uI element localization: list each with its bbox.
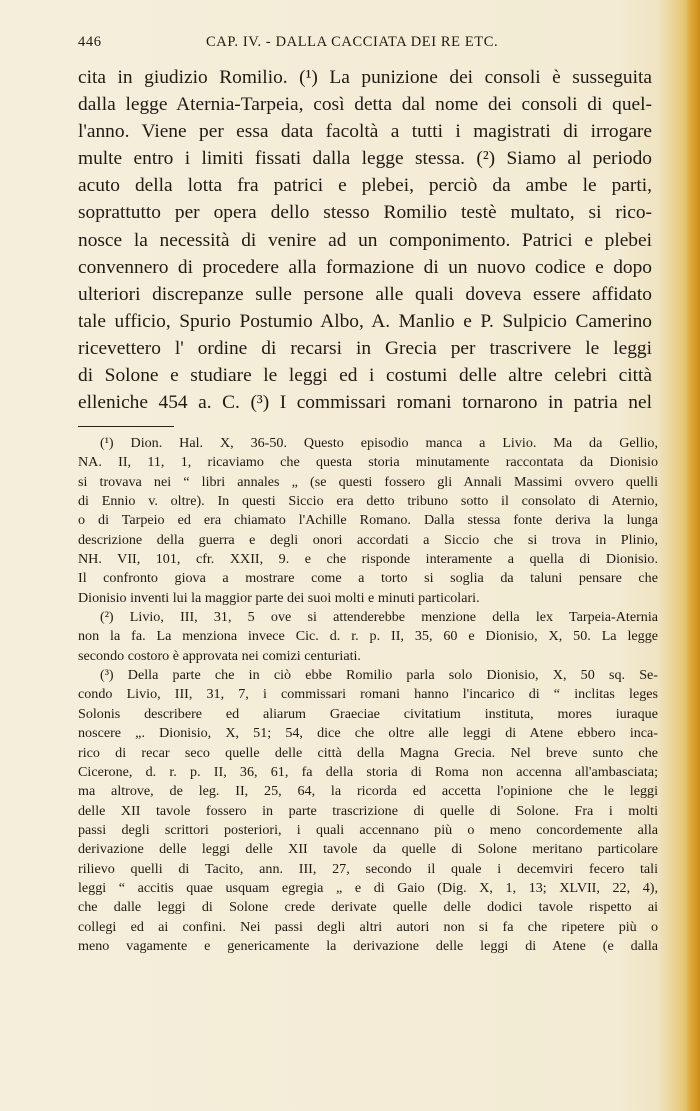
footnote-line: descrizione della guerra e degli onori accordati a Siccio che si trova in Plinio, <box>78 531 658 548</box>
body-line: elleniche 454 a. C. (³) I commissari romani tornarono in patria nel <box>78 392 652 414</box>
body-line: acuto della lotta fra patrici e plebei, perciò da ambe le parti, <box>78 175 652 197</box>
footnote-line: passi degli scrittori posteriori, i quali accennano più o meno concordemente alla <box>78 821 658 838</box>
body-line: ricevettero l' ordine di recarsi in Grecia per trascrivere le leggi <box>78 337 652 359</box>
footnote-line: Cicerone, d. r. p. II, 36, 61, fa della storia di Roma non accenna all'ambasciata; <box>78 763 658 780</box>
footnote-line: NH. VII, 101, cfr. XXII, 9. e che risponde interamente a quella di Dionisio. <box>78 551 658 568</box>
footnote-line: o di Tarpeio ed era chiamato l'Achille Romano. Dalla stessa fonte deriva la lunga <box>78 512 658 529</box>
footnote-line: secondo costoro è approvata nei comizi centuriati. <box>78 647 361 664</box>
running-title: CAP. IV. - DALLA CACCIATA DEI RE ETC. <box>206 34 499 50</box>
footnote-line: Dionisio inventi lui la maggior parte dei suoi molti e minuti particolari. <box>78 589 480 606</box>
footnote-line: derivazione delle leggi delle XII tavole da quelle di Solone meritano particolare <box>78 841 658 858</box>
footnote-line: noscere „. Dionisio, X, 51; 54, dice che oltre alle leggi di Atene ebbero inca- <box>78 725 658 742</box>
footnote-line: ma altrove, de leg. II, 25, 64, la ricorda ed accetta l'opinione che le leggi <box>78 783 658 800</box>
footnote-line: non la fa. La menziona invece Cic. d. r. p. II, 35, 60 e Dionisio, X, 50. La legge <box>78 628 658 645</box>
footnote-line: condo Livio, III, 31, 7, i commissari romani hanno l'incarico di “ inclitas leges <box>78 686 658 703</box>
body-line: dalla legge Aternia-Tarpeia, così detta dal nome dei consoli di quel- <box>78 94 652 116</box>
footnote-line: (³) Della parte che in ciò ebbe Romilio parla solo Dionisio, X, 50 sq. Se- <box>100 667 658 684</box>
footnote-line: Il confronto giova a mostrare come a torto si soglia da taluni pensare che <box>78 570 658 587</box>
footnote-line: rico di recar seco quelle delle città della Magna Grecia. Nel breve sunto che <box>78 744 658 761</box>
body-line: multe entro i limiti fissati dalla legge stessa. (²) Siamo al periodo <box>78 148 652 170</box>
body-line: tale ufficio, Spurio Postumio Albo, A. Manlio e P. Sulpicio Camerino <box>78 310 652 332</box>
body-line: di Solone e studiare le leggi ed i costumi delle altre celebri città <box>78 365 652 387</box>
footnote-line: che dalle leggi di Solone crede derivate quelle delle dodici tavole rispetto ai <box>78 899 658 916</box>
body-line: ulteriori discrepanze sulle persone alle quali doveva essere affidato <box>78 283 652 305</box>
footnote-line: delle XII tavole fossero in parte trascrizione di quelle di Solone. Fra i molti <box>78 802 658 819</box>
footnote-line: rilievo quelli di Tacito, ann. III, 27, secondo il quale i decemviri fecero tali <box>78 860 658 877</box>
footnotes <box>78 434 658 956</box>
footnote-line: NA. II, 11, 1, ricaviamo che questa storia minutamente raccontata da Dionisio <box>78 454 658 471</box>
running-header <box>78 34 652 52</box>
body-line: cita in giudizio Romilio. (¹) La punizione dei consoli è susseguita <box>78 67 652 88</box>
footnote-line: (²) Livio, III, 31, 5 ove si attenderebbe menzione della lex Tarpeia-Aternia <box>100 609 658 626</box>
page-edge-discoloration <box>686 0 700 1111</box>
body-line: soprattutto per opera dello stesso Romilio testè multato, si rico- <box>78 202 652 224</box>
footnote-line: si trovava nei “ libri annales „ (se questi fossero gli Annali Massimi ovvero quelli <box>78 473 658 490</box>
body-line: convennero di procedere alla formazione di un nuovo codice e dopo <box>78 256 652 278</box>
main-text <box>78 64 652 416</box>
footnote-separator <box>78 426 174 427</box>
footnote-line: Solonis describere ed aliarum Graeciae civitatium instituta, mores iuraque <box>78 705 658 722</box>
footnote-line: (¹) Dion. Hal. X, 36-50. Questo episodio manca a Livio. Ma da Gellio, <box>100 435 658 451</box>
footnote-line: leggi “ accitis quae usquam egregia „ e di Gaio (Dig. X, 1, 13; XLVII, 22, 4), <box>78 879 658 896</box>
footnote-line: meno vagamente e genericamente la derivazione delle leggi di Atene (e dalla <box>78 937 658 954</box>
body-line: nosce la necessità di venire ad un componimento. Patrici e plebei <box>78 229 652 251</box>
footnote-line: di Ennio v. oltre). In questi Siccio era detto tribuno sotto il consolato di Aternio, <box>78 493 658 510</box>
body-line: l'anno. Viene per essa data facoltà a tutti i magistrati di irrogare <box>78 121 652 143</box>
page-number: 446 <box>78 34 102 50</box>
footnote-line: collegi ed ai confini. Nei passi degli altri autori non si fa che ripetere più o <box>78 918 658 935</box>
